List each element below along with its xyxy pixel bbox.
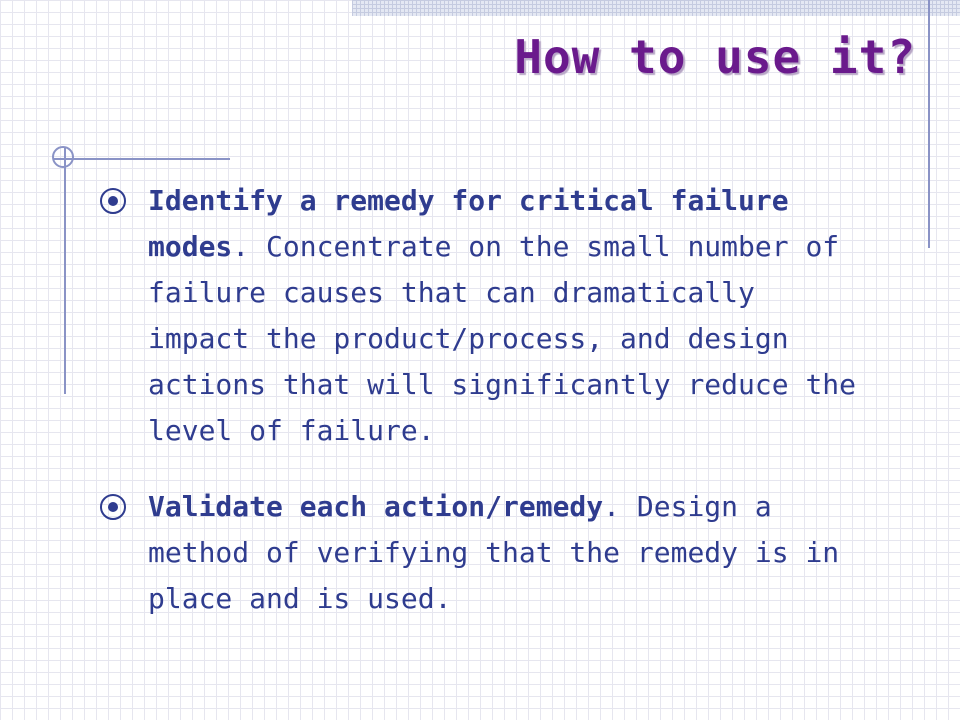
left-vertical-accent-line [64,148,66,394]
right-vertical-accent-line [928,0,930,248]
circled-dot-icon [100,494,126,520]
top-decorative-band [352,0,960,16]
bullet-lead-text: Identify a remedy for critical failure modes [148,184,789,263]
slide-title: How to use it? [514,30,916,84]
bullet-body-text: Design a method of verifying that the remedy is in place and is used. [148,490,840,615]
corner-circle-decoration [52,146,74,168]
left-horizontal-accent-line [54,158,230,160]
bullet-lead-text: Validate each action/remedy [148,490,604,523]
circled-dot-icon [100,188,126,214]
bullet-item-remedy [100,178,860,454]
bullet-body-text: Concentrate on the small number of failure causes that can dramatically impact the product/process, and design actions that will significantly reduce the level of failure. [148,230,857,447]
bullet-item-validate [100,484,860,622]
bullet-list [100,178,860,652]
bullet-separator: . [603,490,621,523]
bullet-separator: . [232,230,250,263]
